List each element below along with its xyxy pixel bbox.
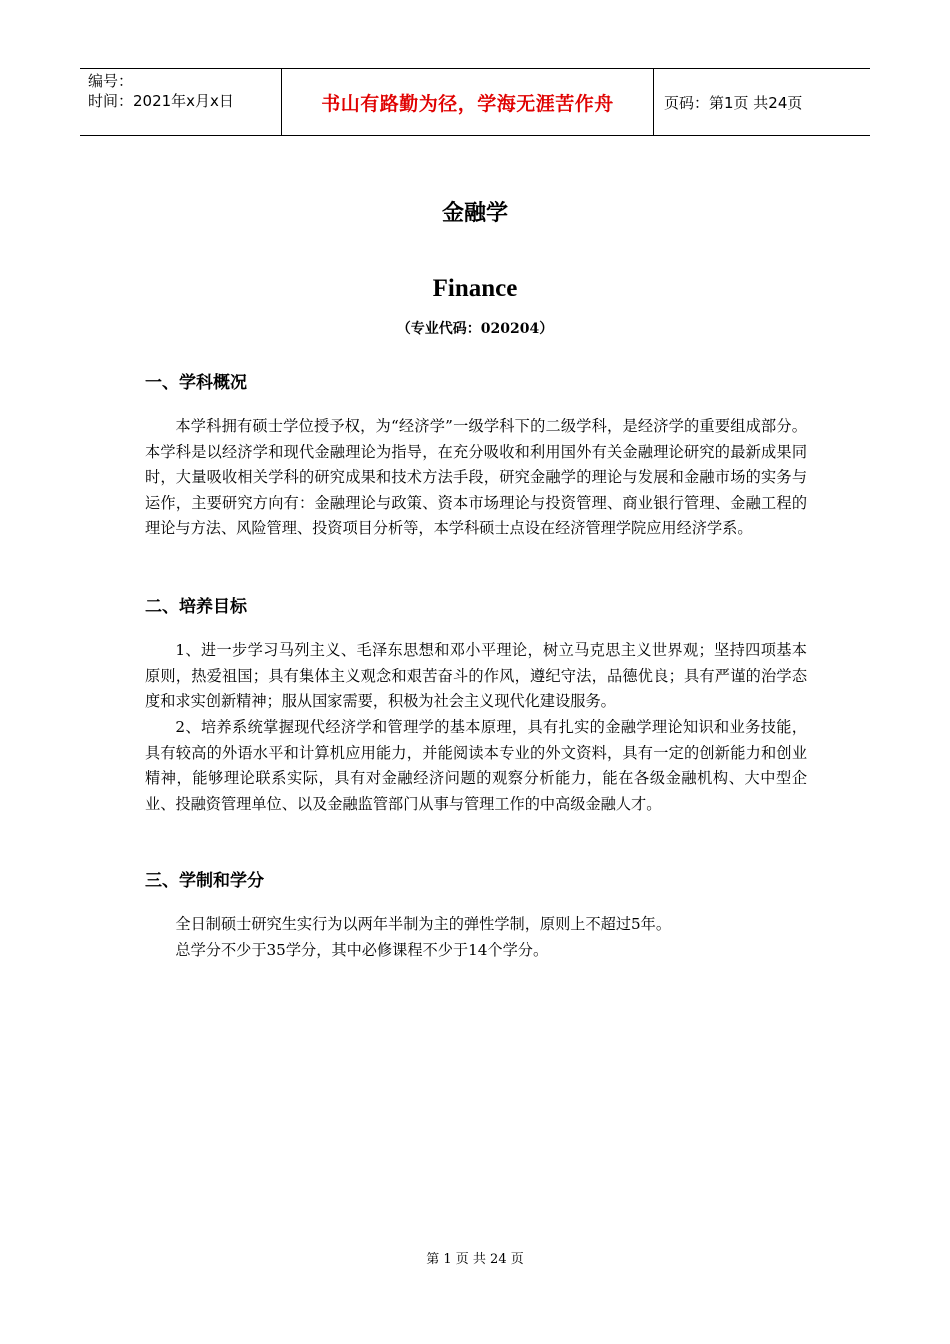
header-meta (80, 69, 282, 135)
document-title-english: Finance (432, 275, 518, 302)
section-heading-credits: 三、学制和学分 (145, 871, 264, 891)
header-table (80, 68, 870, 136)
section-heading-overview: 一、学科概况 (145, 373, 247, 393)
goals-paragraph-1: 1、进一步学习马列主义、毛泽东思想和邓小平理论，树立马克思主义世界观；坚持四项基本原则，热爱祖国；具有集体主义观念和艰苦奋斗的作风，遵纪守法，品德优良；具有严谨的治学态度和求实创新精神；服从国家需要，积极为社会主义现代化建设服务。 (145, 641, 807, 711)
credits-paragraph-2: 总学分不少于35学分，其中必修课程不少于14个学分。 (175, 941, 549, 959)
credits-paragraph-1: 全日制硕士研究生实行为以两年半制为主的弹性学制，原则上不超过5年。 (175, 915, 672, 933)
section-heading-goals: 二、培养目标 (145, 597, 247, 617)
goals-paragraph-2: 2、培养系统掌握现代经济学和管理学的基本原理，具有扎实的金融学理论知识和业务技能，具有较高的外语水平和计算机应用能力，并能阅读本专业的外文资料，具有一定的创新能力和创业精神，能够理论联系实际，具有对金融经济问题的观察分析能力，能在各级金融机构、大中型企业、投融资管理单位、以及金融监管部门从事与管理工作的中高级金融人才。 (145, 718, 807, 813)
number-label: 编号： (88, 72, 134, 90)
page-footer: 第 1 页 共 24 页 (426, 1252, 524, 1267)
header-page-info: 页码：第1页 共24页 (664, 93, 803, 112)
major-code: （专业代码：020204） (396, 321, 554, 337)
overview-paragraph: 本学科拥有硕士学位授予权，为“经济学”一级学科下的二级学科，是经济学的重要组成部分。本学科是以经济学和现代金融理论为指导，在充分吸收和利用国外有关金融理论研究的最新成果同时，大量吸收相关学科的研究成果和技术方法手段，研究金融学的理论与发展和金融市场的实务与运作，主要研究方向有：金融理论与政策、资本市场理论与投资管理、商业银行管理、金融工程的理论与方法、风险管理、投资项目分析等，本学科硕士点设在经济管理学院应用经济学系。 (145, 417, 807, 538)
date-label: 时间：2021年x月x日 (88, 92, 234, 110)
header-motto: 书山有路勤为径，学海无涯苦作舟 (282, 69, 654, 135)
document-title: 金融学 (441, 201, 508, 226)
